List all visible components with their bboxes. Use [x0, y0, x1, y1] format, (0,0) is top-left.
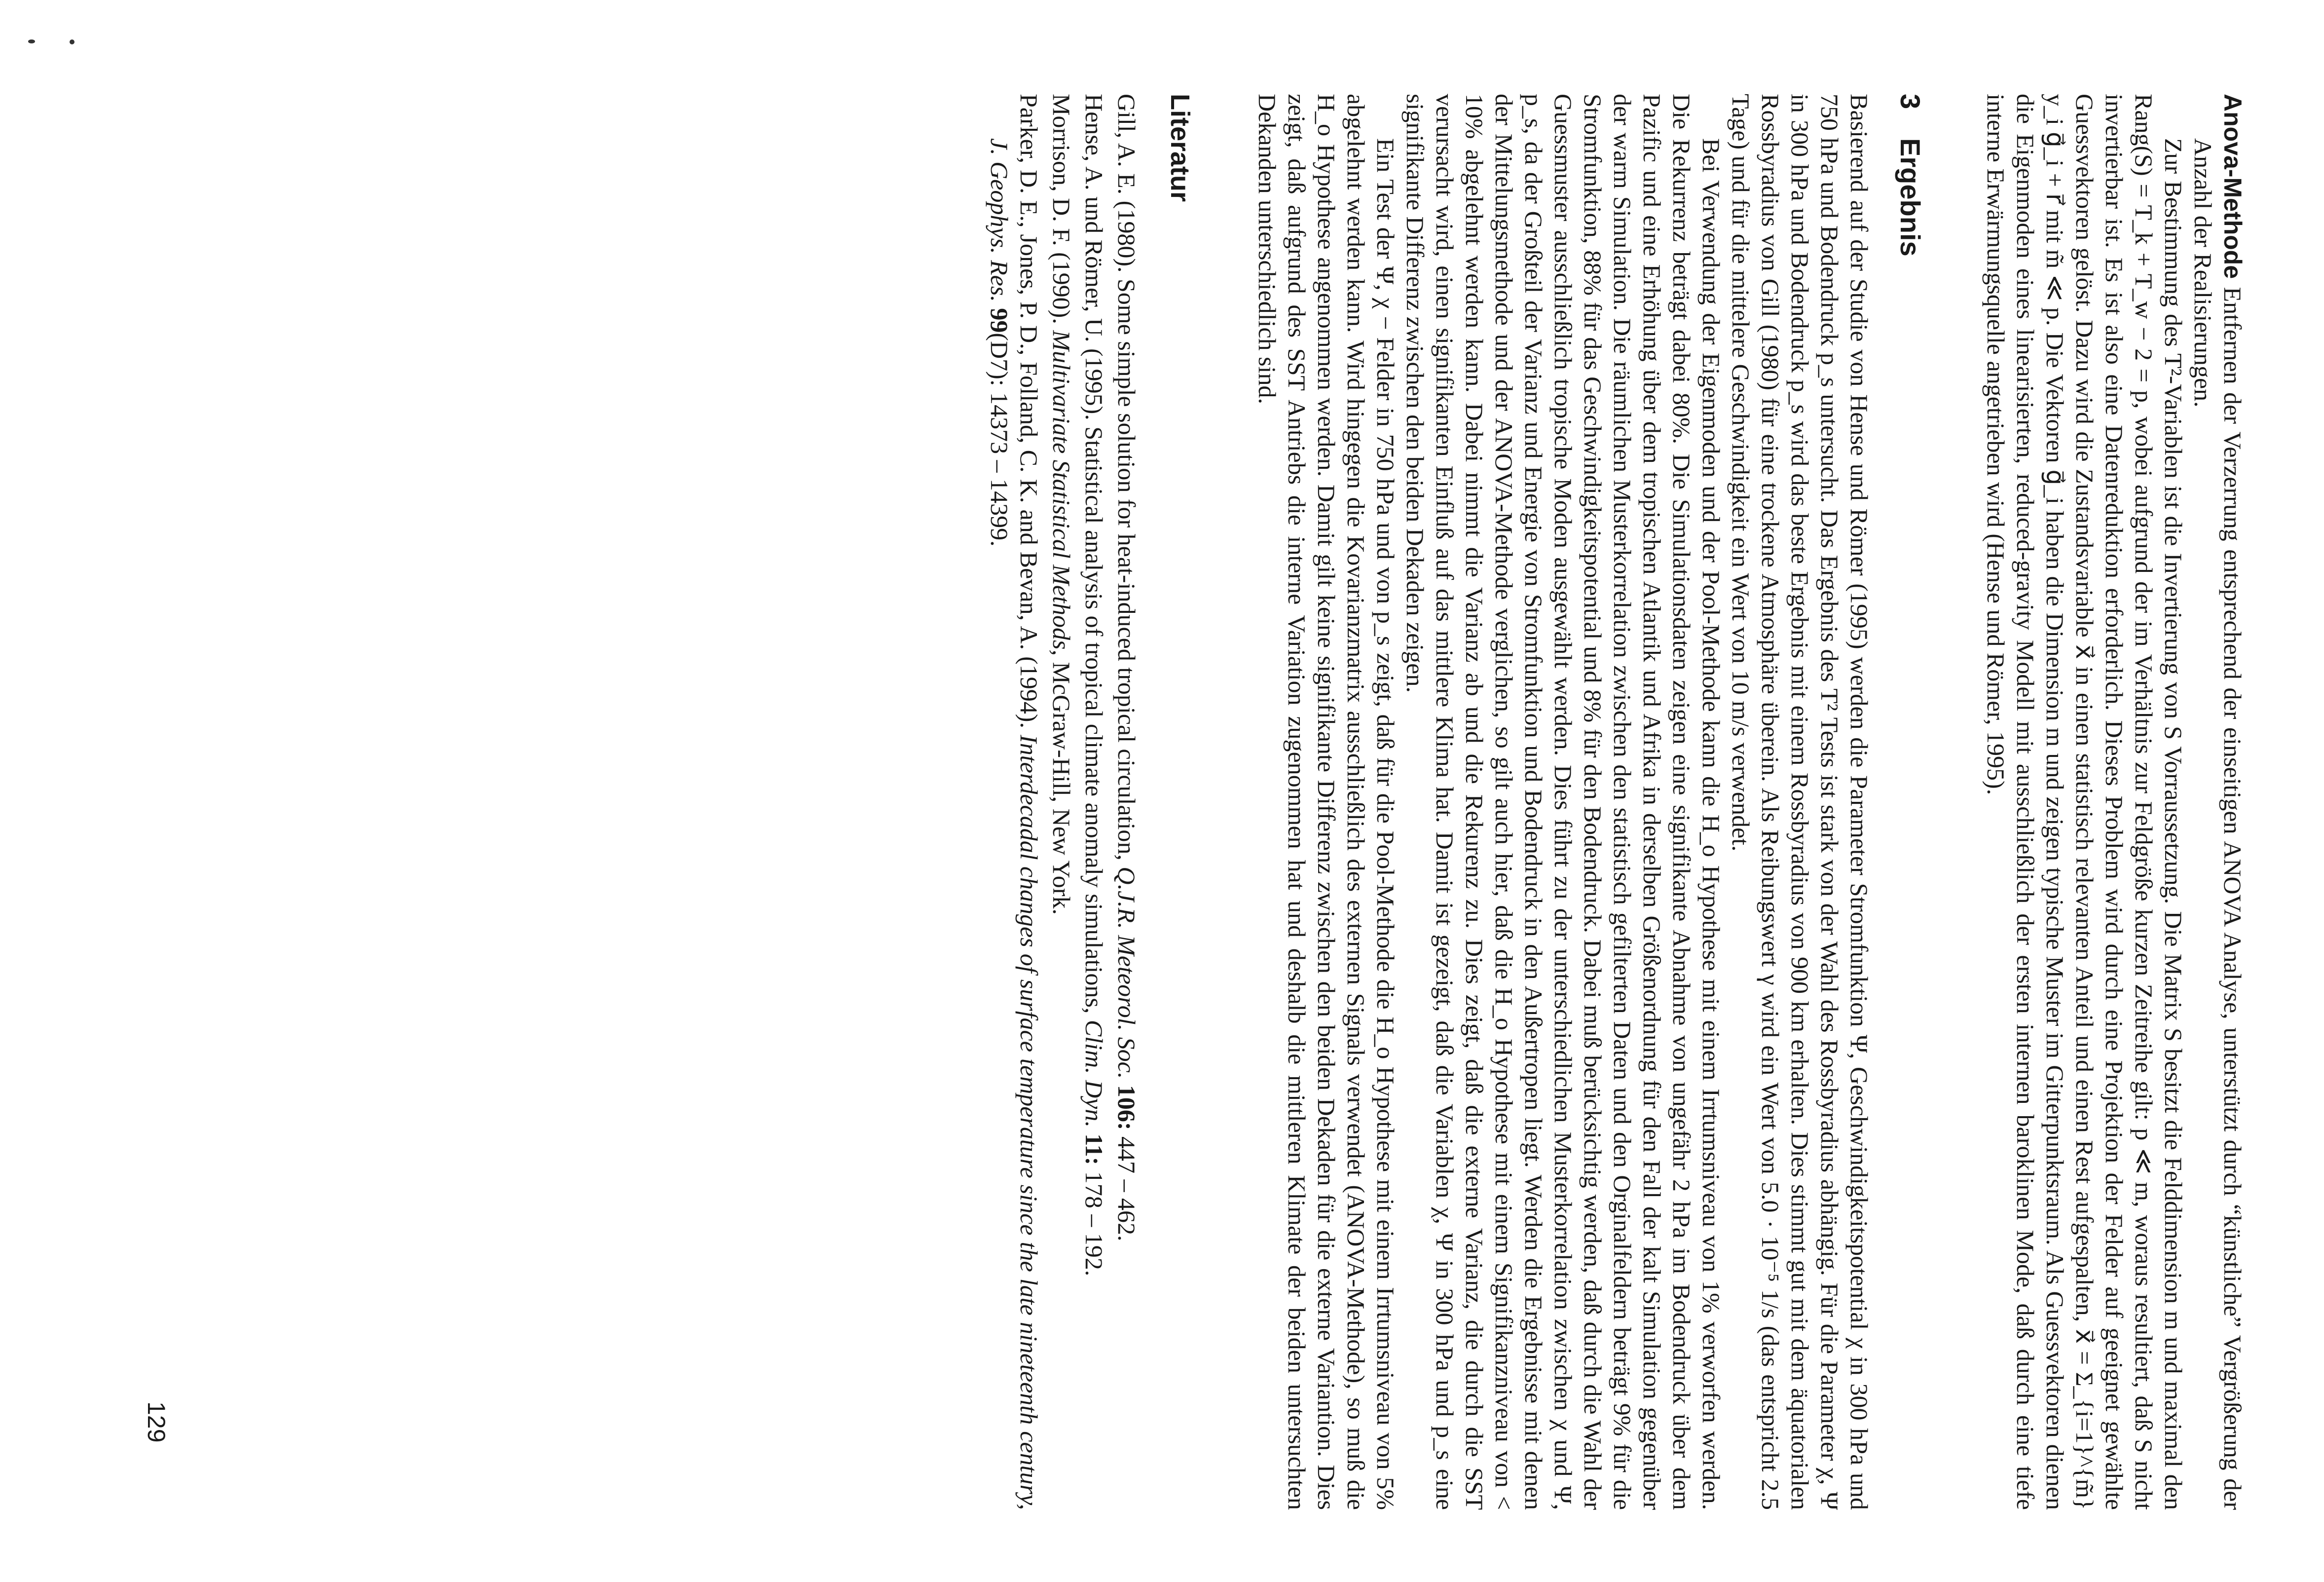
scan-dot-mark	[70, 39, 74, 44]
reference-source: Q.J.R. Meteorol. Soc.	[1113, 866, 1141, 1079]
scan-dot-mark	[28, 39, 35, 43]
reference-entry	[1112, 94, 1142, 1510]
reference-title: Multivariate Statistical Methods,	[1048, 330, 1076, 656]
reference-authors: Morrison, D. F. (1990).	[1048, 94, 1076, 324]
reference-title: Some simple solution for heat-induced tropical circulation,	[1113, 278, 1141, 861]
results-paragraph: Basierend auf der Studie von Hense und Römer (1995) werden die Parameter Stromfunktion Ψ, Geschwindigkeitspotential χ in 300 hPa und 750 hPa und Bodendruck p_s untersucht. Das Ergebnis des T² Tests ist stark von der Wahl des Rossbyradius abhängig. Für die Parameter χ, Ψ in 300 hPa und Bodendruck p_s wird das beste Ergebnis mit einem Rossbyradius von 900 km erhalten. Dies stimmt gut mit dem äquatorialen Rossbyradius von Gill (1980) für eine trockene Atmosphäre überein. Als Reibungswert γ wird ein Wert von 5.0 · 10⁻⁵ 1/s (das entspricht 2.5 Tage) und für die mittelere Geschwindigkeit ein Wert von 10 m/s verwendet.	[1727, 94, 1873, 1510]
reference-title: Statistical analysis of tropical climate anomaly simulations,	[1080, 426, 1108, 1014]
reference-pages: 447 – 462.	[1113, 1136, 1141, 1242]
reference-authors: Hense, A. und Römer, U. (1995).	[1080, 94, 1108, 420]
section-title: Ergebnis	[1895, 138, 1926, 257]
reference-entry	[985, 94, 1044, 1510]
page-number: 129	[143, 1401, 170, 1443]
reference-entry	[1079, 94, 1109, 1510]
reference-volume: 106:	[1113, 1085, 1141, 1130]
section-number: 3	[1895, 94, 1926, 110]
definition-term: Anova-Methode	[2219, 94, 2247, 279]
reference-title: Interdecadal changes of surface temperature since the late nineteenth century,	[1015, 735, 1043, 1510]
reference-authors: Parker, D. E., Jones, P. D., Folland, C. K. and Bevan, A. (1994).	[1015, 94, 1043, 728]
reference-volume: 11:	[1080, 1133, 1108, 1166]
reference-entry	[1047, 94, 1076, 1510]
reference-source: Clim. Dyn.	[1080, 1019, 1108, 1128]
reference-pages: (D7): 14373 – 14399.	[986, 333, 1014, 547]
anova-method-definition	[2188, 94, 2248, 1510]
references-heading: Literatur	[1165, 94, 1195, 202]
results-paragraph: Bei Verwendung der Eigenmoden und der Pool-Methode kann die H_o Hypothese mit einem Irrtumsniveau von 1% verworfen werden. Die Rekurrenz beträgt dabei 80%. Die Simulationsdaten zeigen eine signifikante Abnahme von ungefähr 2 hPa im Bodendruck über dem Pazific und eine Erhöhung über dem tropischen Atlantik und Afrika in derselben Größenordnung für den Fall der kalt Simulation gegenüber der warm Simulation. Die räumlichen Musterkorrelation zwischen den statistisch gefilterten Daten und den Orginalfeldern beträgt 9% für die Stromfunktion, 88% für das Geschwindigkeitspotential und 8% für den Bodendruck. Dabei muß berücksichtig werden, daß durch die Wahl der Guessmuster ausschließlich tropische Moden ausgewählt werden. Dies führt zu der unterschiedlichen Musterkorrelation zwischen χ und Ψ, p_s, da der Großteil der Varianz und Energie von Stromfunktion und Bodendruck in den Außertropen liegt. Werden die Ergebnisse mit denen der Mittelungsmethode und der ANOVA-Methode verglichen, so gilt auch hier, daß die H_o Hypothese mit einem Signifikanzniveau von < 10% abgelehnt werden kann. Dabei nimmt die Varianz ab und die Rekurenz zu. Dies zeigt, daß die externe Varianz, die durch die SST verursacht wird, einen signifikanten Einfluß auf das mittlere Klima hat. Damit ist gezeigt, daß die Variablen χ, Ψ in 300 hPa und p_s eine signifikante Differenz zwischen den beiden Dekaden zeigen.	[1401, 94, 1725, 1510]
reference-source: J. Geophys. Res.	[986, 138, 1014, 302]
reference-authors: Gill, A. E. (1980).	[1113, 94, 1141, 273]
results-paragraph: Ein Test der Ψ, χ − Felder in 750 hPa und von p_s zeigt, daß für die Pool-Methode die H_o Hypothese mit einem Irrtumsniveau von 5% abgelehnt werden kann. Wird hingegen die Kovarianzmatrix ausschließlich des externen Signals verwendet (ANOVA-Methode), so muß die H_o Hypothese angenommen werden. Damit gilt keine signifikante Differenz zwischen den beiden Dekaden für die externe Variantion. Dies zeigt, daß aufgrund des SST Antriebs die interne Variation zugenommen hat und deshalb die mittleren Klimate der beiden untersuchten Dekanden unterschiedlich sind.	[1253, 94, 1400, 1510]
reference-pages: 178 – 192.	[1080, 1171, 1108, 1277]
reference-source: McGraw-Hill, New York.	[1048, 662, 1076, 915]
intro-paragraph: Zur Bestimmung des T²-Variablen ist die Invertierung von S Vorraussetzung. Die Matrix S besitzt die Felddimension m und maximal den Rang(S) = T_k + T_w − 2 = p, wobei aufgrund der im Verhältnis zur Feldgröße kurzen Zeitreihe gilt: p ≪ m, woraus resultiert, daß S nicht invertierbar ist. Es ist also eine Datenreduktion erforderlich. Dieses Problem wird durch eine Projektion der Felder auf geeignet gewählte Guessvektoren gelöst. Dazu wird die Zustandsvariable x⃗ in einen statistisch relevanten Anteil und einen Rest aufgespalten, x⃗ = Σ_{i=1}^{m̃} y_i g⃗_i + r⃗ mit m̃ ≪ p. Die Vektoren g⃗_i haben die Dimension m und zeigen typische Muster im Gitterpunktsraum. Als Guessvektoren dienen die Eigenmoden eines linearisierten, reduced-gravity Modell mit ausschließlich der ersten internen baroklinen Mode, daß durch eine tiefe interne Erwärmungsquelle angetrieben wird (Hense und Römer, 1995).	[1982, 94, 2187, 1510]
section-heading	[1894, 94, 1927, 1510]
reference-volume: 99	[986, 308, 1014, 333]
definition-text: Entfernen der Verzerrung entsprechend der einseitigen ANOVA Analyse, unterstützt durch “künstliche” Vergrößerung der Anzahl der Realisierungen.	[2189, 138, 2247, 1510]
page-content	[982, 94, 2248, 1510]
